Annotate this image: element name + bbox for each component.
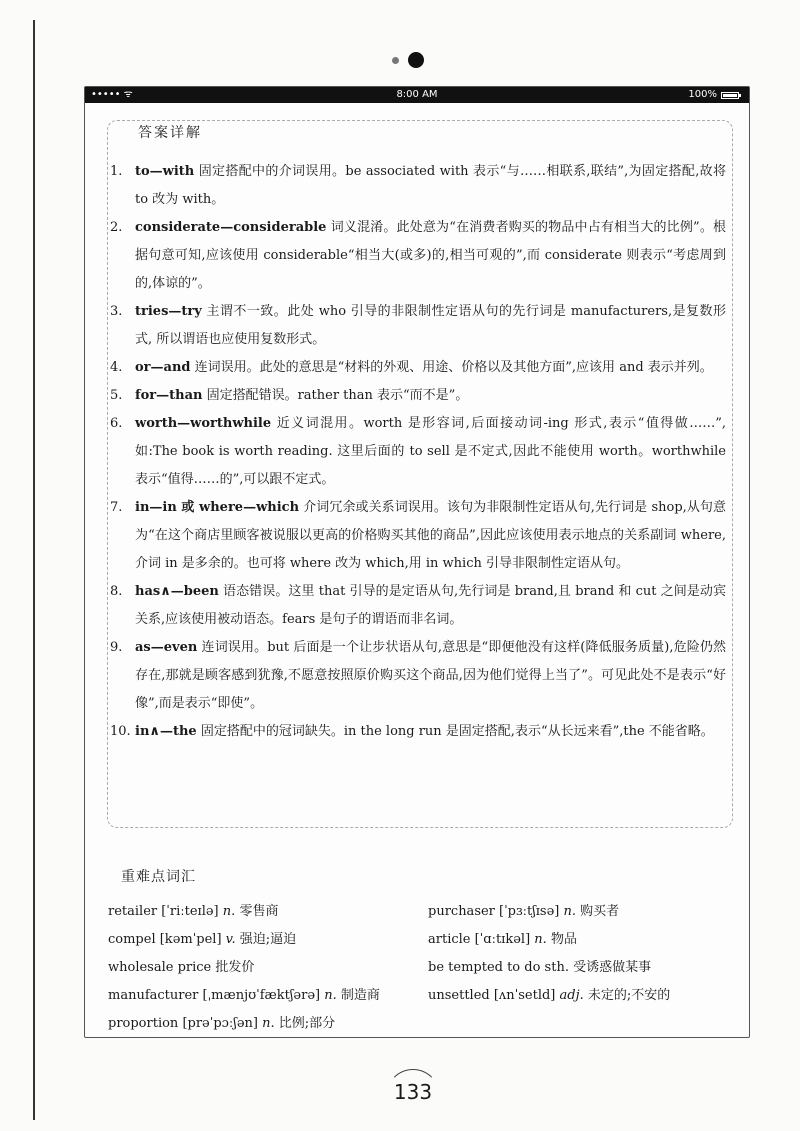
section-title: 答案详解 bbox=[134, 122, 206, 142]
vocab-meaning: 购买者 bbox=[580, 904, 620, 919]
answer-list bbox=[108, 158, 726, 746]
answer-number: 9. bbox=[110, 640, 123, 655]
answer-number: 5. bbox=[110, 388, 123, 403]
answer-item bbox=[108, 718, 726, 746]
vocab-entry bbox=[428, 982, 728, 1010]
vocab-word: unsettled [ʌnˈsetld] bbox=[428, 988, 556, 1003]
answer-number: 2. bbox=[110, 220, 123, 235]
camera-lens-icon bbox=[408, 52, 424, 68]
answer-number: 6. bbox=[110, 416, 123, 431]
answer-item bbox=[108, 578, 726, 634]
vocab-pos: n. bbox=[222, 904, 236, 919]
answer-key: considerate—considerable bbox=[135, 220, 327, 235]
vocab-word: retailer [ˈriːteɪlə] bbox=[108, 904, 219, 919]
vocab-pos: adj. bbox=[559, 988, 584, 1003]
vocab-row bbox=[108, 954, 728, 982]
answer-key: to—with bbox=[135, 164, 195, 179]
vocab-pos: n. bbox=[324, 988, 337, 1003]
answer-explanation: 固定搭配中的介词误用。be associated with 表示“与……相联系,联结”,为固定搭配,故将 to 改为 with。 bbox=[135, 164, 726, 207]
vocab-entry bbox=[428, 898, 728, 926]
sensor-dot-icon bbox=[392, 57, 399, 64]
vocab-word: be tempted to do sth. bbox=[428, 960, 569, 975]
vocab-table bbox=[108, 898, 728, 1038]
battery-icon bbox=[721, 92, 739, 99]
vocab-entry bbox=[108, 898, 428, 926]
answer-key: has∧—been bbox=[135, 584, 219, 599]
answer-item bbox=[108, 634, 726, 718]
vocab-pos: n. bbox=[563, 904, 576, 919]
answer-number: 8. bbox=[110, 584, 123, 599]
vocab-meaning: 强迫;逼迫 bbox=[239, 932, 297, 947]
answer-item bbox=[108, 298, 726, 354]
answer-item bbox=[108, 214, 726, 298]
signal-strength-icon: ••••• ᯤ bbox=[91, 89, 133, 100]
vocab-word: proportion [prəˈpɔːʃən] bbox=[108, 1016, 258, 1031]
vocab-word: compel [kəmˈpel] bbox=[108, 932, 222, 947]
answer-item bbox=[108, 410, 726, 494]
device-camera bbox=[392, 52, 424, 68]
vocab-row bbox=[108, 898, 728, 926]
vocab-meaning: 零售商 bbox=[239, 904, 279, 919]
vocab-meaning: 制造商 bbox=[340, 988, 380, 1003]
vocab-meaning: 批发价 bbox=[215, 960, 255, 975]
vocab-pos: n. bbox=[262, 1016, 275, 1031]
vocab-entry bbox=[428, 926, 728, 954]
battery-percent: 100% bbox=[688, 89, 717, 100]
answer-explanation: 近义词混用。worth 是形容词,后面接动词-ing 形式,表示“值得做……”,如:The book is worth reading. 这里后面的 to sell 是不定式,因此不能使用 worth。worthwhile 表示“值得……的”,可以跟不定式。 bbox=[135, 416, 726, 487]
vocab-title: 重难点词汇 bbox=[121, 869, 196, 885]
vocab-meaning: 比例;部分 bbox=[278, 1016, 336, 1031]
answer-key: tries—try bbox=[135, 304, 202, 319]
answer-key: in—in 或 where—which bbox=[135, 500, 300, 515]
answer-item bbox=[108, 494, 726, 578]
battery-indicator bbox=[688, 87, 739, 103]
vocab-word: purchaser [ˈpɜːtʃɪsə] bbox=[428, 904, 560, 919]
vocab-meaning: 受诱惑做某事 bbox=[573, 960, 652, 975]
answer-explanation: 连词误用。此处的意思是“材料的外观、用途、价格以及其他方面”,应该用 and 表示并列。 bbox=[190, 360, 713, 375]
vocab-pos: n. bbox=[534, 932, 547, 947]
vocab-entry bbox=[108, 954, 428, 982]
answer-item bbox=[108, 382, 726, 410]
vocab-pos: v. bbox=[225, 932, 236, 947]
vocab-row bbox=[108, 926, 728, 954]
vocab-word: article [ˈɑːtɪkəl] bbox=[428, 932, 531, 947]
vocab-meaning: 未定的;不安的 bbox=[587, 988, 671, 1003]
vocab-meaning: 物品 bbox=[550, 932, 577, 947]
vocab-entry bbox=[108, 982, 428, 1010]
page-number: 133 bbox=[393, 1080, 433, 1104]
vocab-row bbox=[108, 982, 728, 1010]
answer-key: or—and bbox=[135, 360, 191, 375]
answer-explanation: 语态错误。这里 that 引导的是定语从句,先行词是 brand,且 brand 和 cut 之间是动宾关系,应该使用被动语态。fears 是句子的谓语而非名词。 bbox=[135, 584, 726, 627]
answer-number: 10. bbox=[110, 724, 131, 739]
answer-explanation: 连词误用。but 后面是一个让步状语从句,意思是“即便他没有这样(降低服务质量),危险仍然存在,那就是顾客感到犹豫,不愿意按照原价购买这个商品,因为他们觉得上当了”。可见此处不是表示“好像”,而是表示“即使”。 bbox=[135, 640, 726, 711]
status-bar bbox=[85, 87, 749, 103]
vocab-word: wholesale price bbox=[108, 960, 212, 975]
vocab-entry bbox=[428, 1010, 728, 1038]
answer-item bbox=[108, 158, 726, 214]
answer-explanation: 主谓不一致。此处 who 引导的非限制性定语从句的先行词是 manufacturers,是复数形式, 所以谓语也应使用复数形式。 bbox=[135, 304, 726, 347]
vocab-row bbox=[108, 1010, 728, 1038]
answer-explanation: 词义混淆。此处意为“在消费者购买的物品中占有相当大的比例”。根据句意可知,应该使用 considerable“相当大(或多)的,相当可观的”,而 considerate 则表示“考虑周到的,体谅的”。 bbox=[135, 220, 726, 291]
answer-key: in∧—the bbox=[135, 724, 197, 739]
answer-number: 4. bbox=[110, 360, 123, 375]
vocab-word: manufacturer [ˌmænjʊˈfæktʃərə] bbox=[108, 988, 321, 1003]
page-left-rule bbox=[33, 20, 35, 1120]
vocab-entry bbox=[428, 954, 728, 982]
answer-number: 3. bbox=[110, 304, 123, 319]
answer-key: as—even bbox=[135, 640, 198, 655]
answer-explanation: 固定搭配中的冠词缺失。in the long run 是固定搭配,表示“从长远来看”,the 不能省略。 bbox=[196, 724, 714, 739]
status-time: 8:00 AM bbox=[396, 89, 438, 100]
vocab-entry bbox=[108, 926, 428, 954]
vocab-entry bbox=[108, 1010, 428, 1038]
answer-explanation: 介词冗余或关系词误用。该句为非限制性定语从句,先行词是 shop,从句意为“在这个商店里顾客被说服以更高的价格购买其他的商品”,因此应该使用表示地点的关系副词 where,介词 in 是多余的。也可将 where 改为 which,用 in which 引导非限制性定语从句。 bbox=[135, 500, 726, 571]
answer-item bbox=[108, 354, 726, 382]
answer-number: 1. bbox=[110, 164, 123, 179]
answer-key: for—than bbox=[135, 388, 203, 403]
answer-explanation: 固定搭配错误。rather than 表示“而不是”。 bbox=[202, 388, 469, 403]
answer-number: 7. bbox=[110, 500, 123, 515]
answer-key: worth—worthwhile bbox=[135, 416, 272, 431]
